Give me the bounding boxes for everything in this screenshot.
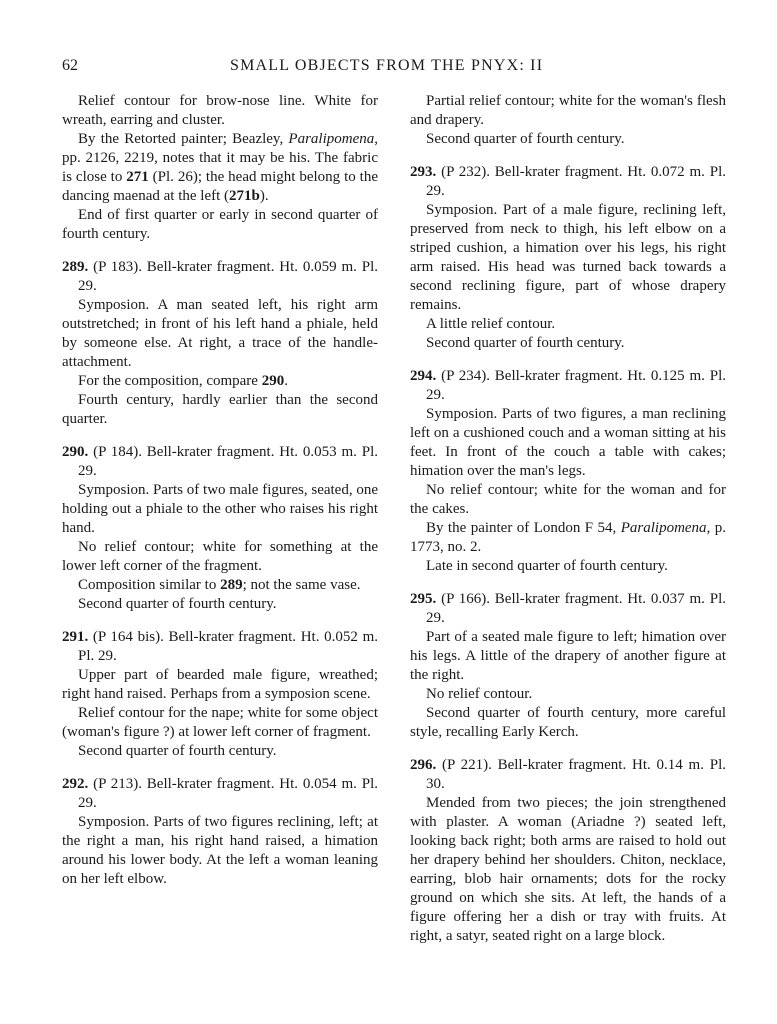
entry-293-heading: 293. (P 232). Bell-krater fragment. Ht. 0.072 m. Pl. 29. [410, 164, 726, 199]
right-column [410, 92, 726, 946]
entry-289-date: Fourth century, hardly earlier than the second quarter. [62, 392, 378, 427]
running-head: SMALL OBJECTS FROM THE PNYX: II [230, 57, 544, 74]
entry-296-heading: 296. (P 221). Bell-krater fragment. Ht. 0.14 m. Pl. 30. [410, 757, 726, 792]
entry-289-description: Symposion. A man seated left, his right arm outstretched; in front of his left hand a phiale, held by someone else. At right, a trace of the handle-attachment. [62, 297, 378, 370]
entry-289-heading: 289. (P 183). Bell-krater fragment. Ht. 0.059 m. Pl. 29. [62, 259, 378, 294]
entry-289-comparison: For the composition, compare 290. [78, 373, 288, 389]
entry-292-description: Symposion. Parts of two figures reclining, left; at the right a man, his right hand raised, a himation around his lower body. At the left a woman leaning on her left elbow. [62, 814, 378, 887]
entry-290-date: Second quarter of fourth century. [78, 596, 277, 612]
entry-291-date: Second quarter of fourth century. [78, 743, 277, 759]
entry-291-technique: Relief contour for the nape; white for some object (woman's figure ?) at lower left corner of fragment. [62, 705, 378, 740]
continued-technique: Partial relief contour; white for the woman's flesh and drapery. [410, 93, 726, 128]
continued-paragraph: Relief contour for brow-nose line. White for wreath, earring and cluster. [62, 93, 378, 128]
entry-293-technique: A little relief contour. [426, 316, 556, 332]
left-column [62, 92, 378, 889]
entry-294-description: Symposion. Parts of two figures, a man reclining left on a cushioned couch and a woman sitting at his feet. In front of the couch a table with cakes; himation over the man's legs. [410, 406, 726, 479]
entry-296-description: Mended from two pieces; the join strengthened with plaster. A woman (Ariadne ?) seated left, looking back right; both arms are raised to hold out her drapery behind her shoulders. Chiton, necklace, earring, blob hair ornaments; dots for the rocky ground on which she sits. At left, the hands of a figure offering her a dish or tray with fruits. At right, a satyr, seated right on a large block. [410, 795, 726, 944]
entry-290-description: Symposion. Parts of two male figures, seated, one holding out a phiale to the other who raises his right hand. [62, 482, 378, 536]
entry-290-heading: 290. (P 184). Bell-krater fragment. Ht. 0.053 m. Pl. 29. [62, 444, 378, 479]
entry-294-date: Late in second quarter of fourth century. [426, 558, 668, 574]
continued-date: Second quarter of fourth century. [426, 131, 625, 147]
entry-293-description: Symposion. Part of a male figure, reclining left, preserved from neck to thigh, his left elbow on a striped cushion, a himation over his legs, his right arm raised. His head was turned back towards a second reclining figure, part of whose drapery remains. [410, 202, 726, 313]
entry-295-heading: 295. (P 166). Bell-krater fragment. Ht. 0.037 m. Pl. 29. [410, 591, 726, 626]
entry-294-heading: 294. (P 234). Bell-krater fragment. Ht. 0.125 m. Pl. 29. [410, 368, 726, 403]
entry-292-heading: 292. (P 213). Bell-krater fragment. Ht. 0.054 m. Pl. 29. [62, 776, 378, 811]
page-number: 62 [62, 57, 78, 74]
entry-290-comparison: Composition similar to 289; not the same vase. [78, 577, 361, 593]
entry-294-technique: No relief contour; white for the woman and for the cakes. [410, 482, 726, 517]
date-paragraph: End of first quarter or early in second quarter of fourth century. [62, 207, 378, 242]
entry-290-technique: No relief contour; white for something at the lower left corner of the fragment. [62, 539, 378, 574]
entry-291-heading: 291. (P 164 bis). Bell-krater fragment. Ht. 0.052 m. Pl. 29. [62, 629, 378, 664]
entry-294-attribution: By the painter of London F 54, Paralipomena, p. 1773, no. 2. [410, 520, 726, 555]
entry-291-description: Upper part of bearded male figure, wreathed; right hand raised. Perhaps from a symposion scene. [62, 667, 378, 702]
entry-295-date: Second quarter of fourth century, more careful style, recalling Early Kerch. [410, 705, 726, 740]
attribution-paragraph: By the Retorted painter; Beazley, Paralipomena, pp. 2126, 2219, notes that it may be his. The fabric is close to 271 (Pl. 26); the head might belong to the dancing maenad at the left (271b). [62, 131, 378, 204]
entry-295-description: Part of a seated male figure to left; himation over his legs. A little of the drapery of another figure at the right. [410, 629, 726, 683]
entry-293-date: Second quarter of fourth century. [426, 335, 625, 351]
entry-295-technique: No relief contour. [426, 686, 533, 702]
